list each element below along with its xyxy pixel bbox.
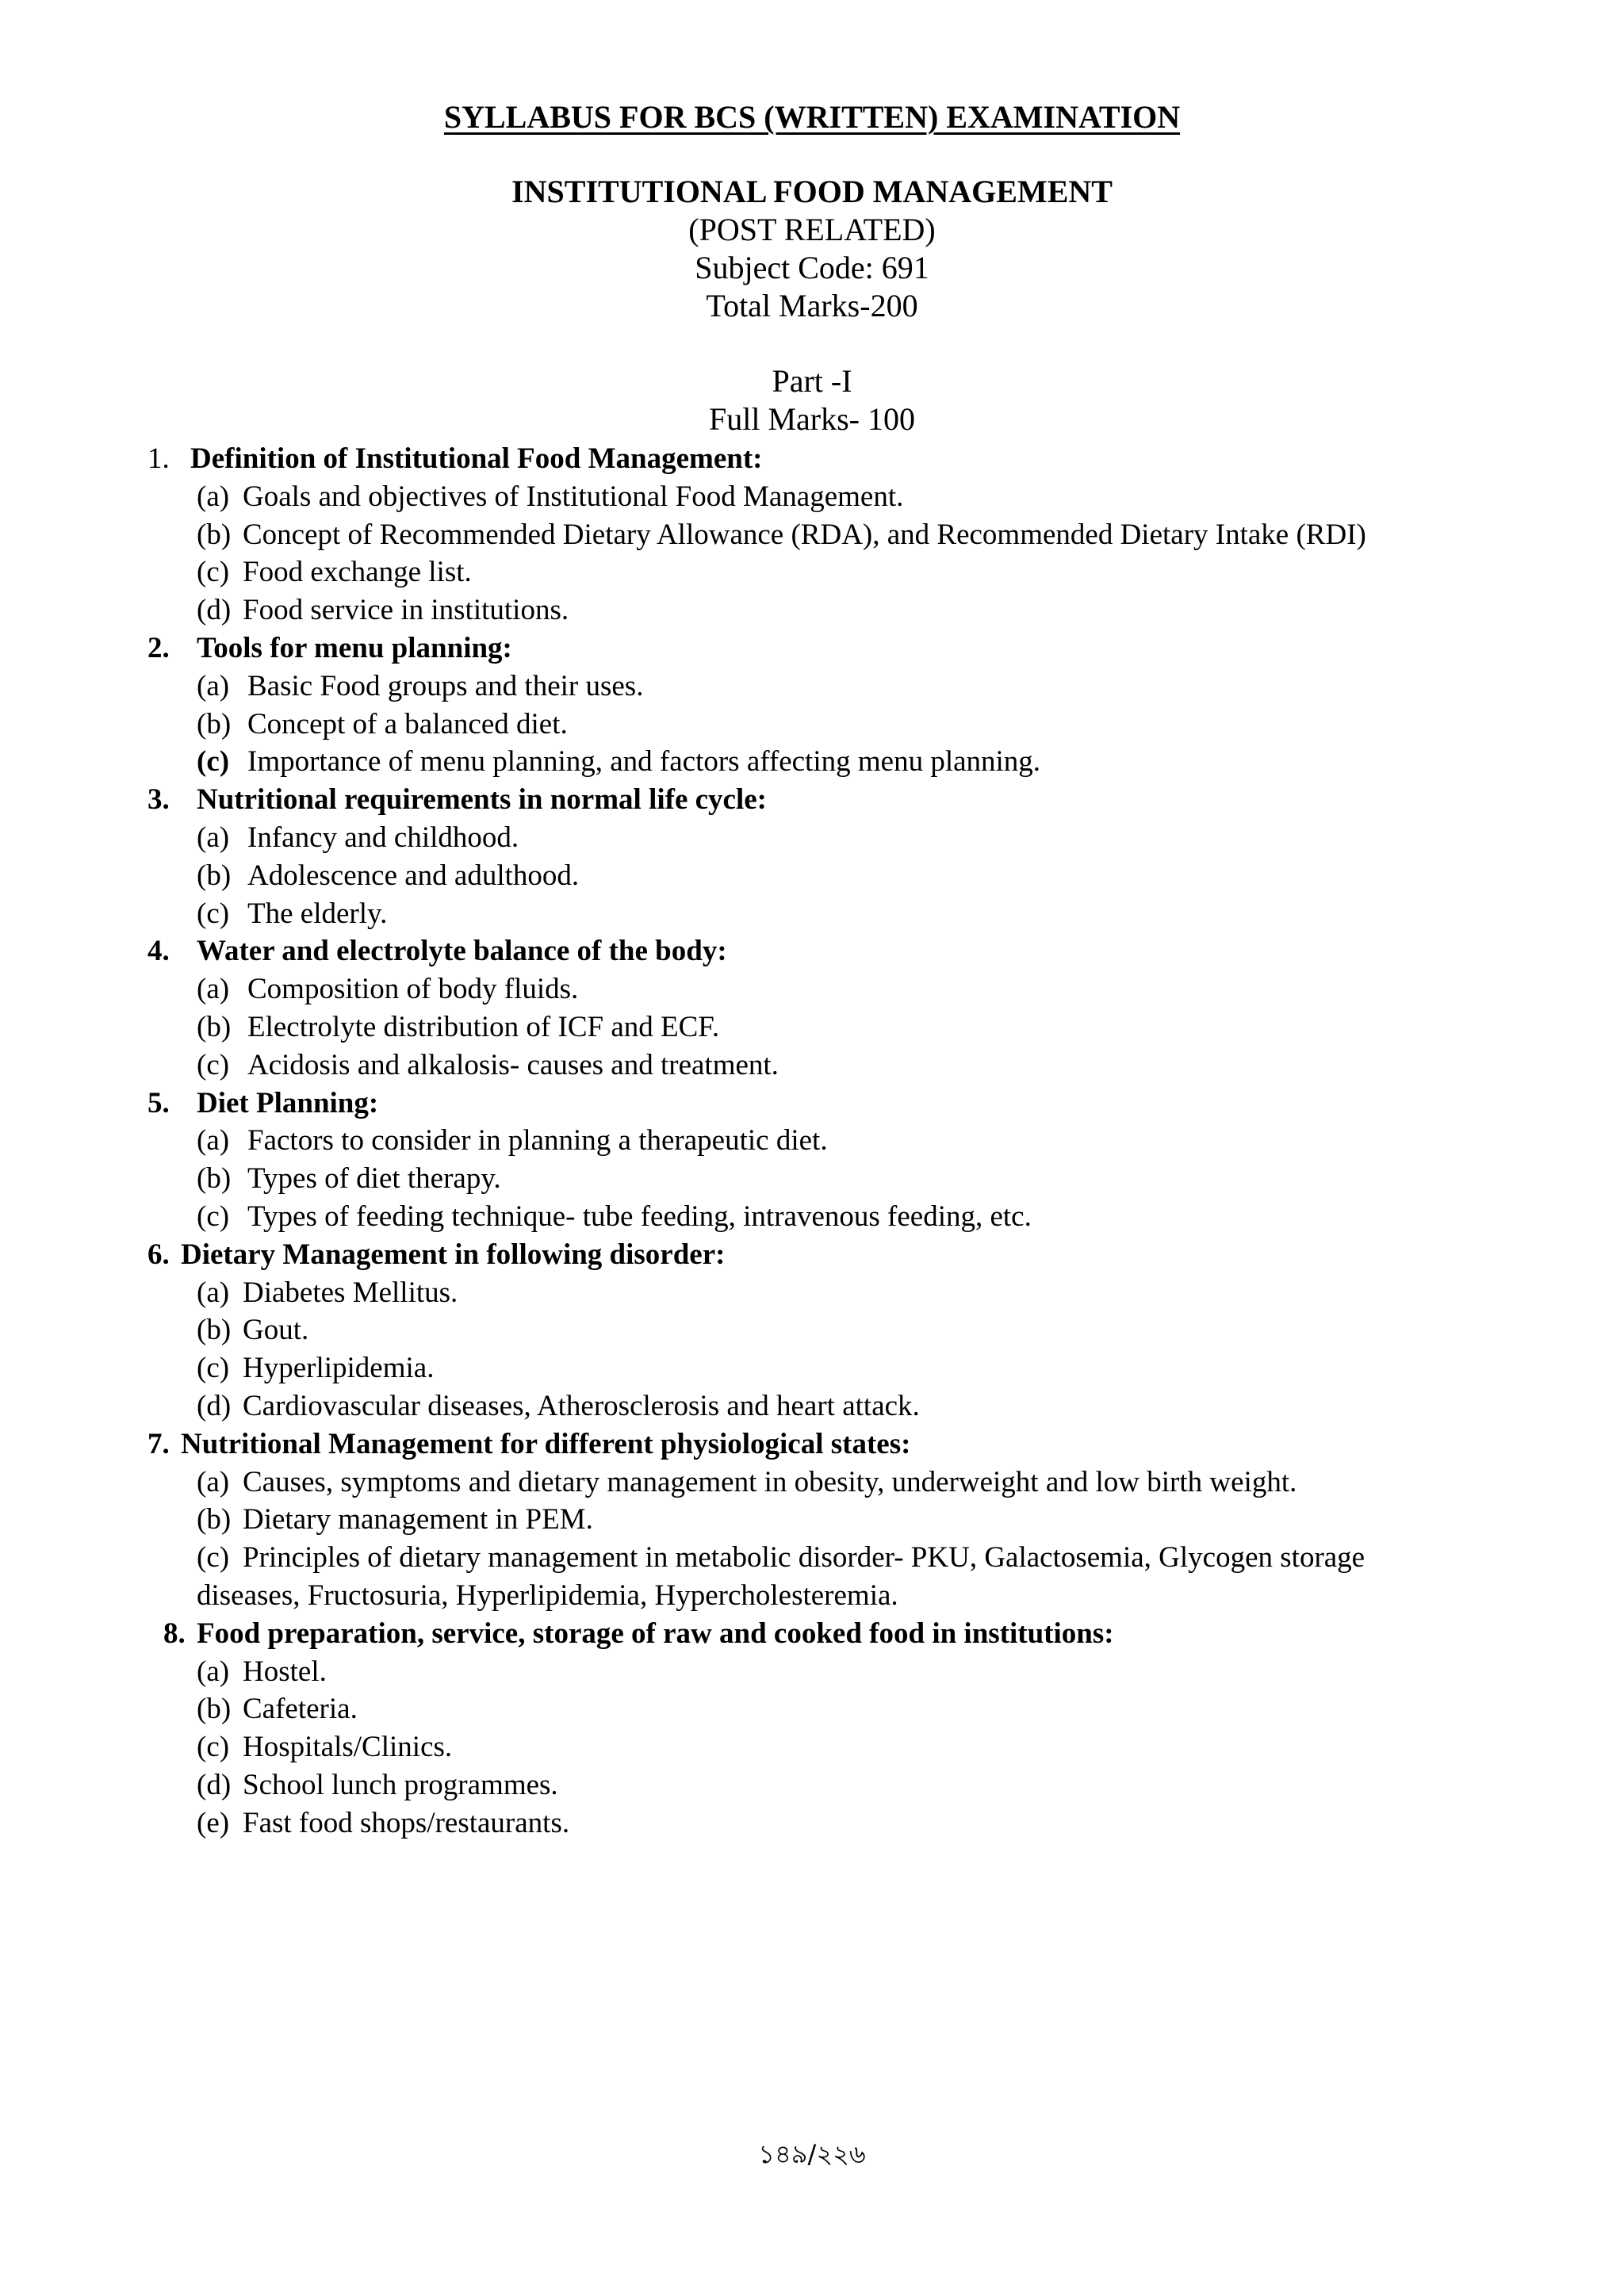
item-label: (c) (197, 745, 230, 779)
item-label: (d) (197, 1768, 232, 1801)
list-item (0, 895, 1624, 933)
page-number: ১৪৯/২২৬ (758, 2139, 866, 2169)
item-text: Concept of a balanced diet. (247, 707, 568, 740)
item-text: Gout. (243, 1314, 309, 1347)
item-label: (c) (197, 1731, 230, 1764)
item-label: (b) (197, 1314, 232, 1347)
item-text: Hospitals/Clinics. (243, 1731, 453, 1764)
section-heading (0, 1236, 1624, 1274)
item-text: Factors to consider in planning a therapeutic diet. (247, 1124, 828, 1158)
list-item (0, 857, 1624, 895)
section-number: 8. (163, 1617, 186, 1650)
list-item (0, 1690, 1624, 1728)
item-label: (a) (197, 821, 230, 854)
item-text: Food exchange list. (243, 556, 472, 589)
item-label: (c) (197, 1352, 230, 1385)
item-label: (a) (197, 1276, 230, 1309)
item-text: School lunch programmes. (243, 1768, 558, 1801)
part-label: Part -I (772, 363, 852, 399)
item-label: (c) (197, 897, 230, 930)
section-number: 2. (147, 631, 170, 664)
list-item (0, 970, 1624, 1008)
item-text: Principles of dietary management in metabolic disorder- PKU, Galactosemia, Glycogen storage (243, 1541, 1365, 1575)
section-heading (0, 1085, 1624, 1123)
item-text: Cardiovascular diseases, Atherosclerosis and heart attack. (243, 1389, 920, 1422)
item-label: (a) (197, 1465, 230, 1498)
item-label: (a) (197, 480, 230, 513)
section-heading (0, 440, 1624, 478)
item-label: (b) (197, 518, 232, 551)
main-title-text: SYLLABUS FOR BCS (WRITTEN) EXAMINATION (443, 99, 1181, 135)
list-item (0, 1349, 1624, 1387)
item-text: Composition of body fluids. (247, 973, 579, 1006)
list-item (0, 1008, 1624, 1047)
list-item (0, 1539, 1624, 1577)
item-text: Types of feeding technique- tube feeding, intravenous feeding, etc. (247, 1200, 1032, 1233)
item-text: Electrolyte distribution of ICF and ECF. (247, 1010, 720, 1043)
list-item (0, 1501, 1624, 1539)
list-item (0, 1766, 1624, 1804)
section-heading (0, 1425, 1624, 1464)
item-text: Types of diet therapy. (247, 1162, 501, 1196)
item-text: Diabetes Mellitus. (243, 1276, 458, 1309)
list-item (0, 1387, 1624, 1425)
total-marks: Total Marks-200 (706, 288, 918, 323)
list-item (0, 1122, 1624, 1160)
item-text: Food service in institutions. (243, 594, 569, 627)
item-text: Adolescence and adulthood. (247, 859, 580, 892)
item-label: (b) (197, 707, 232, 740)
item-label: (c) (197, 556, 230, 589)
part-heading (0, 362, 1624, 438)
item-label: (b) (197, 1693, 232, 1726)
item-text: diseases, Fructosuria, Hyperlipidemia, Hypercholesteremia. (197, 1578, 898, 1612)
section-title: Dietary Management in following disorder: (181, 1238, 726, 1271)
item-label: (b) (197, 1162, 232, 1196)
item-label: (e) (197, 1806, 230, 1839)
list-item (0, 1464, 1624, 1502)
item-text: Goals and objectives of Institutional Food Management. (243, 480, 904, 513)
section-heading (0, 781, 1624, 819)
list-item (0, 478, 1624, 516)
item-label: (b) (197, 1503, 232, 1536)
list-item-continuation (0, 1577, 1624, 1615)
section-number: 6. (147, 1238, 170, 1271)
section-heading (0, 932, 1624, 970)
list-item (0, 1160, 1624, 1198)
item-text: Hostel. (243, 1655, 327, 1688)
item-label: (b) (197, 1010, 232, 1043)
list-item (0, 743, 1624, 781)
item-label: (a) (197, 1655, 230, 1688)
item-text: Fast food shops/restaurants. (243, 1806, 570, 1839)
section-number: 4. (147, 935, 170, 968)
item-text: Concept of Recommended Dietary Allowance (RDA), and Recommended Dietary Intake (RDI) (243, 518, 1366, 551)
item-label: (a) (197, 1124, 230, 1158)
list-item (0, 591, 1624, 629)
subject-code: Subject Code: 691 (695, 250, 929, 285)
list-item (0, 668, 1624, 706)
section-number: 5. (147, 1086, 170, 1119)
section-title: Definition of Institutional Food Management: (190, 442, 763, 475)
section-number: 1. (147, 442, 170, 475)
item-text: Acidosis and alkalosis- causes and treatment. (247, 1048, 779, 1081)
item-label: (a) (197, 973, 230, 1006)
item-text: Importance of menu planning, and factors affecting menu planning. (247, 745, 1041, 779)
list-item (0, 706, 1624, 744)
list-item (0, 1047, 1624, 1085)
list-item (0, 553, 1624, 591)
item-label: (d) (197, 594, 232, 627)
item-text: Hyperlipidemia. (243, 1352, 435, 1385)
section-title: Nutritional Management for different physiological states: (181, 1427, 911, 1460)
item-label: (c) (197, 1541, 230, 1575)
syllabus-content (0, 440, 1624, 1842)
section-number: 3. (147, 783, 170, 817)
section-title: Nutritional requirements in normal life cycle: (197, 783, 767, 817)
section-heading (0, 1615, 1624, 1653)
list-item (0, 819, 1624, 857)
subject-title: INSTITUTIONAL FOOD MANAGEMENT (511, 174, 1113, 209)
item-label: (a) (197, 669, 230, 702)
section-title: Diet Planning: (197, 1086, 379, 1119)
item-text: Dietary management in PEM. (243, 1503, 593, 1536)
item-text: The elderly. (247, 897, 388, 930)
list-item (0, 1198, 1624, 1236)
main-title (0, 97, 1624, 138)
full-marks: Full Marks- 100 (709, 401, 915, 437)
item-label: (c) (197, 1048, 230, 1081)
list-item (0, 1653, 1624, 1691)
subject-heading (0, 173, 1624, 325)
list-item (0, 1311, 1624, 1349)
section-heading (0, 629, 1624, 668)
item-text: Cafeteria. (243, 1693, 358, 1726)
item-text: Basic Food groups and their uses. (247, 669, 644, 702)
list-item (0, 1728, 1624, 1766)
section-title: Tools for menu planning: (197, 631, 512, 664)
list-item (0, 516, 1624, 554)
post-type: (POST RELATED) (688, 212, 936, 247)
list-item (0, 1274, 1624, 1312)
item-label: (d) (197, 1389, 232, 1422)
item-label: (b) (197, 859, 232, 892)
item-label: (c) (197, 1200, 230, 1233)
section-title: Food preparation, service, storage of raw and cooked food in institutions: (197, 1617, 1114, 1650)
item-text: Causes, symptoms and dietary management in obesity, underweight and low birth weight. (243, 1465, 1297, 1498)
section-number: 7. (147, 1427, 170, 1460)
section-title: Water and electrolyte balance of the body: (197, 935, 727, 968)
item-text: Infancy and childhood. (247, 821, 519, 854)
list-item (0, 1804, 1624, 1843)
